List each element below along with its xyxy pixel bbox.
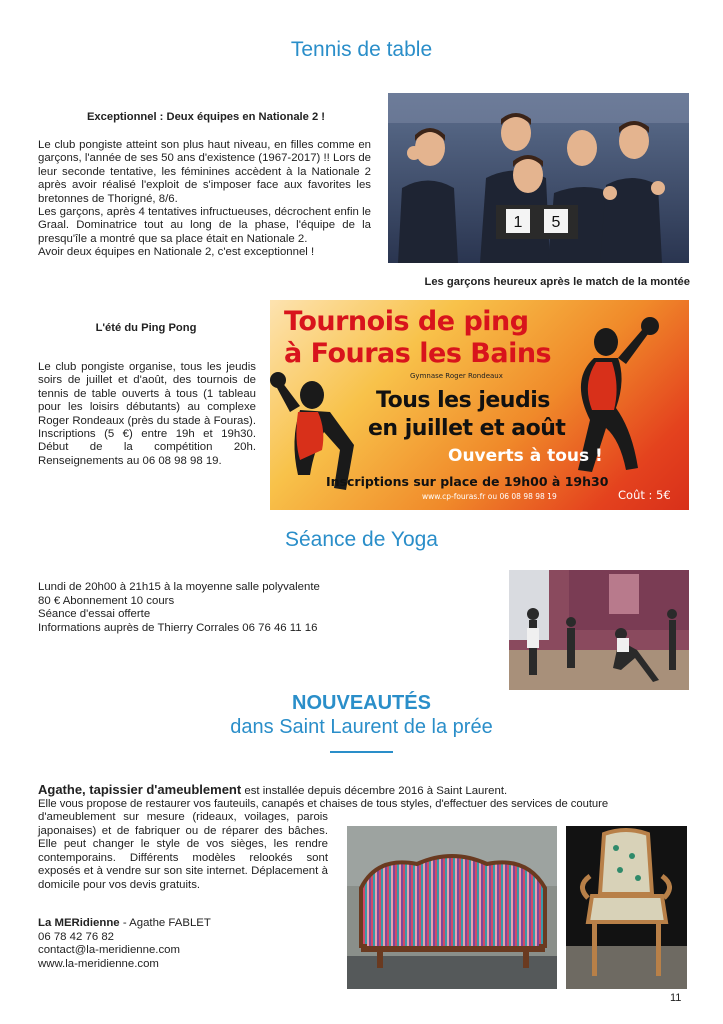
article-body-ete [38, 361, 256, 468]
poster-line6: Inscriptions sur place de 19h00 à 19h30 [326, 474, 609, 489]
poster-website: www.cp-fouras.fr ou 06 08 98 98 19 [422, 492, 557, 501]
yoga-line: Séance d'essai offerte [38, 608, 151, 620]
poster-line4: en juillet et août [368, 416, 566, 441]
section-title-yoga: Séance de Yoga [285, 528, 438, 551]
page-number: 11 [670, 992, 682, 1004]
article-heading-nationale: Exceptionnel : Deux équipes en Nationale 2 ! [86, 111, 326, 123]
paragraph: Avoir deux équipes en Nationale 2, c'est exceptionnel ! [38, 246, 315, 259]
nouveautes-body [38, 811, 328, 892]
yoga-photo-image [509, 570, 689, 690]
yoga-info [38, 581, 320, 635]
contact-name [38, 917, 211, 931]
yoga-line: 80 € Abonnement 10 cours [38, 594, 175, 607]
contact-website[interactable]: www.la-meridienne.com [38, 957, 159, 970]
person-name: - Agathe FABLET [119, 917, 211, 929]
score-left: 1 [513, 214, 523, 231]
photo-caption: Les garçons heureux après le match de la montée [424, 276, 690, 288]
article-heading-ete: L'été du Ping Pong [95, 322, 197, 334]
contact-email[interactable]: contact@la-meridienne.com [38, 944, 180, 956]
poster-line5: Ouverts à tous ! [448, 446, 603, 466]
poster-cost: Coût : 5€ [618, 488, 671, 502]
yoga-line: Lundi de 20h00 à 21h15 à la moyenne salle polyvalente [38, 581, 320, 593]
poster-line3: Tous les jeudis [376, 388, 550, 413]
section-subtitle: dans Saint Laurent de la prée [230, 716, 493, 738]
score-right: 5 [551, 214, 561, 231]
paragraph: Le club pongiste atteint son plus haut niveau, en filles comme en garçons, l'année de ses 50 ans d'existence (1967-2017) !! Lors de leur seconde tentative, les féminines accèdent à la Nationale 2 après avoir réalisé l'exploit de s'imposer face aux favorites les bretonnes de Thorigné, 8/6. [38, 139, 371, 205]
poster-venue: Gymnase Roger Rondeaux [410, 372, 503, 380]
chair-photo-image [566, 826, 687, 989]
business-name: Agathe, tapissier d'ameublement [38, 782, 242, 797]
section-title-tennis: Tennis de table [290, 38, 433, 61]
article-body-nationale [38, 139, 371, 260]
paragraph: d'ameublement sur mesure (rideaux, voilages, parois japonaises) et de fabriquer ou de réparer des bâches. Elle peut changer le style de vos sièges, les rendre contemporains. Différents modèles relookés sont exposés et à vendre sur son site internet. Déplacement à domicile pour vos devis gratuits. [38, 811, 328, 891]
team-photo [388, 93, 689, 263]
lead-text: est installée depuis décembre 2016 à Saint Laurent. [241, 785, 508, 797]
section-title-nouveautes: NOUVEAUTÉS [292, 692, 431, 714]
contact-phone: 06 78 42 76 82 [38, 930, 115, 943]
sofa-photo-image [347, 826, 557, 989]
yoga-line: Informations auprès de Thierry Corrales 06 76 46 11 16 [38, 621, 318, 634]
chair-photo [566, 826, 687, 989]
yoga-photo [509, 570, 689, 690]
nouveautes-line2: Elle vous propose de restaurer vos fauteuils, canapés et chaises de tous styles, d'effectuer des services de couture [38, 798, 609, 810]
company-name: La MERidienne [38, 917, 120, 929]
divider [330, 751, 393, 753]
poster-title-line1: Tournois de ping [284, 306, 529, 337]
tournament-poster [270, 300, 689, 510]
contact-block [38, 917, 211, 971]
poster-title-line2: à Fouras les Bains [284, 338, 552, 369]
paragraph: Le club pongiste organise, tous les jeudis soirs de juillet et d'août, des tournois de tennis de table ouverts à tous (1 tableau pour les loisirs débutants) au complexe Roger Rondeaux (près du stade à Fouras). Inscriptions (5 €) entre 19h et 19h30. Début de la compétition 20h. Renseignements au 06 08 98 98 19. [38, 361, 256, 467]
sofa-photo [347, 826, 557, 989]
paragraph: Les garçons, après 4 tentatives infructueuses, décrochent enfin le Graal. Dominatrice tout au long de la phase, l'équipe de la presqu'île a montré que sa place était en Nationale 2. [38, 206, 371, 245]
team-photo-image [388, 93, 689, 263]
nouveautes-lead [38, 782, 507, 797]
